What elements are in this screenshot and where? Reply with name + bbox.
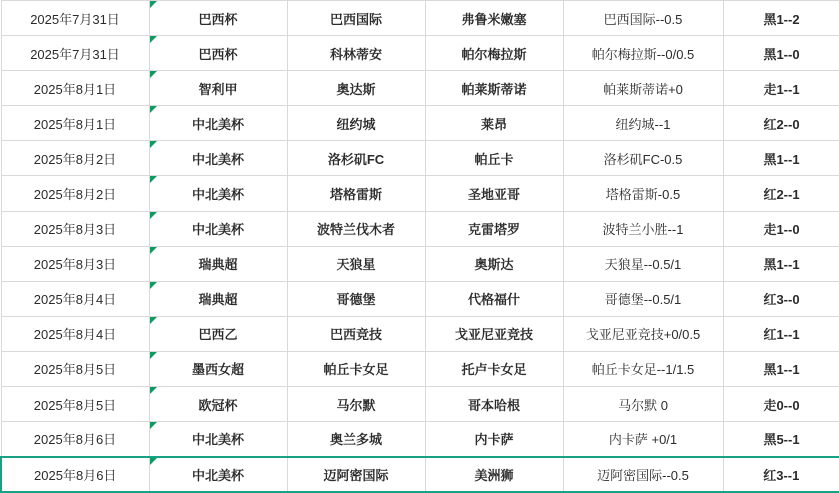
home-team-cell: 洛杉矶FC <box>287 141 425 176</box>
league-cell: 中北美杯 <box>149 457 287 492</box>
away-team-cell: 美洲狮 <box>425 457 563 492</box>
result-cell: 走1--1 <box>723 71 839 106</box>
handicap-pick-cell: 帕尔梅拉斯--0/0.5 <box>563 36 723 71</box>
away-team-cell: 奥斯达 <box>425 246 563 281</box>
match-date-cell: 2025年8月3日 <box>1 211 149 246</box>
table-row <box>1 36 839 71</box>
away-team-cell: 弗鲁米嫩塞 <box>425 1 563 36</box>
match-date-cell: 2025年8月3日 <box>1 246 149 281</box>
table-row <box>1 106 839 141</box>
away-team-cell: 托卢卡女足 <box>425 351 563 386</box>
handicap-pick-cell: 帕丘卡女足--1/1.5 <box>563 351 723 386</box>
league-cell: 瑞典超 <box>149 281 287 316</box>
table-row <box>1 316 839 351</box>
match-date-cell: 2025年8月4日 <box>1 316 149 351</box>
result-cell: 黑1--0 <box>723 36 839 71</box>
match-date-cell: 2025年8月5日 <box>1 351 149 386</box>
home-team-cell: 巴西国际 <box>287 1 425 36</box>
handicap-pick-cell: 迈阿密国际--0.5 <box>563 457 723 492</box>
table-row <box>1 351 839 386</box>
home-team-cell: 纽约城 <box>287 106 425 141</box>
match-date-cell: 2025年8月2日 <box>1 141 149 176</box>
table-row <box>1 457 839 492</box>
result-cell: 红2--1 <box>723 176 839 211</box>
match-date-cell: 2025年8月6日 <box>1 422 149 457</box>
away-team-cell: 代格福什 <box>425 281 563 316</box>
league-cell: 中北美杯 <box>149 106 287 141</box>
table-row <box>1 141 839 176</box>
match-date-cell: 2025年8月2日 <box>1 176 149 211</box>
result-cell: 红1--1 <box>723 316 839 351</box>
result-cell: 走1--0 <box>723 211 839 246</box>
home-team-cell: 科林蒂安 <box>287 36 425 71</box>
away-team-cell: 哥本哈根 <box>425 387 563 422</box>
home-team-cell: 波特兰伐木者 <box>287 211 425 246</box>
away-team-cell: 圣地亚哥 <box>425 176 563 211</box>
league-cell: 智利甲 <box>149 71 287 106</box>
result-cell: 走0--0 <box>723 387 839 422</box>
away-team-cell: 帕丘卡 <box>425 141 563 176</box>
league-cell: 中北美杯 <box>149 422 287 457</box>
league-cell: 瑞典超 <box>149 246 287 281</box>
home-team-cell: 奥达斯 <box>287 71 425 106</box>
result-cell: 红3--1 <box>723 457 839 492</box>
match-date-cell: 2025年7月31日 <box>1 36 149 71</box>
league-cell: 中北美杯 <box>149 176 287 211</box>
result-cell: 红2--0 <box>723 106 839 141</box>
handicap-pick-cell: 戈亚尼亚竞技+0/0.5 <box>563 316 723 351</box>
home-team-cell: 巴西竞技 <box>287 316 425 351</box>
home-team-cell: 奥兰多城 <box>287 422 425 457</box>
league-cell: 巴西乙 <box>149 316 287 351</box>
match-date-cell: 2025年8月5日 <box>1 387 149 422</box>
handicap-pick-cell: 洛杉矶FC-0.5 <box>563 141 723 176</box>
handicap-pick-cell: 帕莱斯蒂诺+0 <box>563 71 723 106</box>
home-team-cell: 塔格雷斯 <box>287 176 425 211</box>
league-cell: 中北美杯 <box>149 211 287 246</box>
away-team-cell: 莱昂 <box>425 106 563 141</box>
match-date-cell: 2025年7月31日 <box>1 1 149 36</box>
handicap-pick-cell: 内卡萨 +0/1 <box>563 422 723 457</box>
handicap-pick-cell: 哥德堡--0.5/1 <box>563 281 723 316</box>
handicap-pick-cell: 塔格雷斯-0.5 <box>563 176 723 211</box>
table-row <box>1 422 839 457</box>
league-cell: 中北美杯 <box>149 141 287 176</box>
home-team-cell: 迈阿密国际 <box>287 457 425 492</box>
result-cell: 黑1--1 <box>723 246 839 281</box>
handicap-pick-cell: 纽约城--1 <box>563 106 723 141</box>
handicap-pick-cell: 波特兰小胜--1 <box>563 211 723 246</box>
handicap-pick-cell: 马尔默 0 <box>563 387 723 422</box>
league-cell: 欧冠杯 <box>149 387 287 422</box>
home-team-cell: 哥德堡 <box>287 281 425 316</box>
result-cell: 黑1--1 <box>723 351 839 386</box>
table-row <box>1 211 839 246</box>
table-row <box>1 387 839 422</box>
table-row <box>1 71 839 106</box>
home-team-cell: 帕丘卡女足 <box>287 351 425 386</box>
league-cell: 巴西杯 <box>149 1 287 36</box>
away-team-cell: 克雷塔罗 <box>425 211 563 246</box>
table-row <box>1 281 839 316</box>
away-team-cell: 戈亚尼亚竞技 <box>425 316 563 351</box>
league-cell: 巴西杯 <box>149 36 287 71</box>
result-cell: 黑1--1 <box>723 141 839 176</box>
handicap-pick-cell: 天狼星--0.5/1 <box>563 246 723 281</box>
match-date-cell: 2025年8月1日 <box>1 71 149 106</box>
handicap-pick-cell: 巴西国际--0.5 <box>563 1 723 36</box>
league-cell: 墨西女超 <box>149 351 287 386</box>
away-team-cell: 帕莱斯蒂诺 <box>425 71 563 106</box>
result-cell: 黑1--2 <box>723 1 839 36</box>
home-team-cell: 马尔默 <box>287 387 425 422</box>
result-cell: 红3--0 <box>723 281 839 316</box>
home-team-cell: 天狼星 <box>287 246 425 281</box>
away-team-cell: 内卡萨 <box>425 422 563 457</box>
table-row <box>1 246 839 281</box>
match-date-cell: 2025年8月6日 <box>1 457 149 492</box>
away-team-cell: 帕尔梅拉斯 <box>425 36 563 71</box>
match-date-cell: 2025年8月1日 <box>1 106 149 141</box>
table-row <box>1 1 839 36</box>
match-date-cell: 2025年8月4日 <box>1 281 149 316</box>
result-cell: 黑5--1 <box>723 422 839 457</box>
table-row <box>1 176 839 211</box>
